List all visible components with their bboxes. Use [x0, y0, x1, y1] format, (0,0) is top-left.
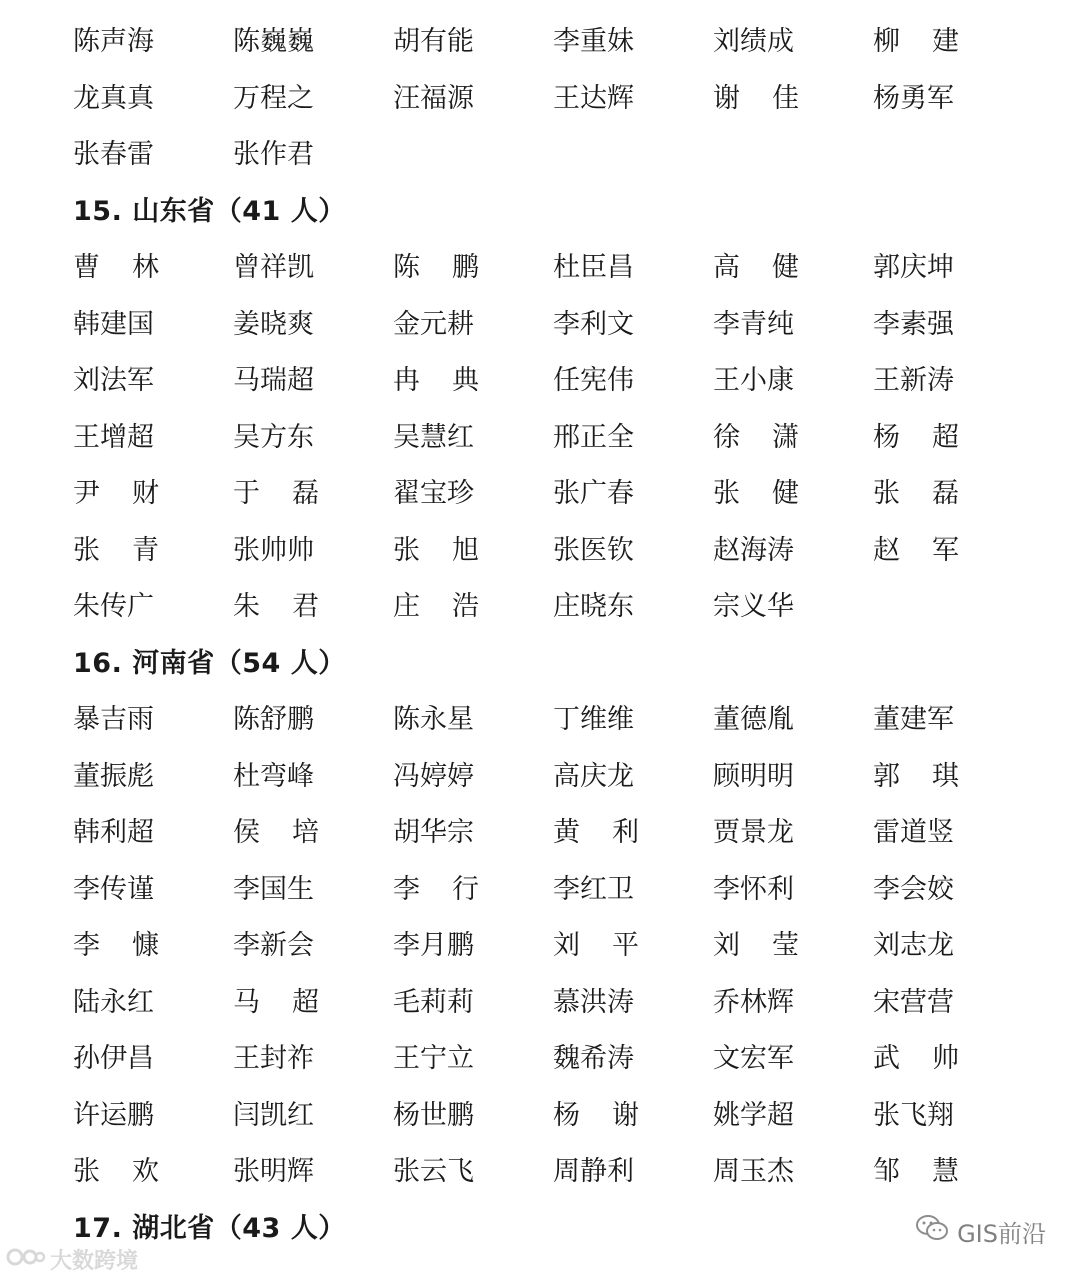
name-entry: 姜晓爽 [233, 308, 314, 340]
name-entry: 李红卫 [553, 873, 634, 905]
name-entry: 陈巍巍 [233, 26, 314, 57]
name-entry: 冯婷婷 [393, 760, 474, 792]
name-entry: 张帅帅 [233, 534, 314, 566]
name-entry: 高 健 [713, 252, 799, 283]
name-entry: 张明辉 [233, 1156, 314, 1187]
section-heading: 17. 湖北省（43 人） [73, 1212, 346, 1244]
name-entry: 王达辉 [553, 82, 634, 114]
name-entry: 张飞翔 [873, 1099, 954, 1131]
name-entry: 李 慷 [73, 930, 159, 961]
name-entry: 董振彪 [73, 760, 154, 792]
name-entry: 吴慧红 [393, 421, 474, 453]
name-entry: 丁维维 [553, 704, 634, 735]
name-entry: 宗义华 [713, 591, 794, 622]
name-row [0, 127, 1080, 184]
name-row [0, 692, 1080, 749]
name-entry: 韩利超 [73, 817, 154, 848]
name-entry: 马 超 [233, 986, 319, 1018]
name-row [0, 240, 1080, 297]
name-entry: 翟宝珍 [393, 478, 474, 509]
name-entry: 郭 琪 [873, 760, 959, 792]
name-entry: 董德胤 [713, 704, 794, 735]
brand-watermark [6, 1244, 138, 1275]
name-entry: 郭庆坤 [873, 252, 954, 283]
wechat-icon [915, 1213, 949, 1249]
name-entry: 徐 潇 [713, 421, 799, 453]
name-entry: 邢正全 [553, 421, 634, 453]
wechat-watermark [915, 1213, 1046, 1249]
name-row [0, 749, 1080, 806]
name-entry: 胡有能 [393, 26, 474, 57]
name-entry: 曾祥凯 [233, 252, 314, 283]
name-list-page [0, 14, 1080, 1257]
name-entry: 张春雷 [73, 139, 154, 170]
name-entry: 庄 浩 [393, 591, 479, 622]
name-entry: 杨勇军 [873, 82, 954, 114]
name-entry: 吴方东 [233, 421, 314, 453]
name-entry: 毛莉莉 [393, 986, 474, 1018]
name-row [0, 14, 1080, 71]
section-heading: 16. 河南省（54 人） [73, 647, 346, 679]
name-entry: 陈永星 [393, 704, 474, 735]
name-row [0, 523, 1080, 580]
name-entry: 陆永红 [73, 986, 154, 1018]
brand-logo-icon [6, 1245, 46, 1275]
name-entry: 邹 慧 [873, 1156, 959, 1187]
name-entry: 于 磊 [233, 478, 319, 509]
name-entry: 朱 君 [233, 591, 319, 622]
name-row [0, 71, 1080, 128]
name-entry: 许运鹏 [73, 1099, 154, 1131]
name-entry: 张 青 [73, 534, 159, 566]
name-entry: 王新涛 [873, 365, 954, 396]
name-entry: 张 欢 [73, 1156, 159, 1187]
name-row [0, 862, 1080, 919]
name-entry: 雷道竖 [873, 817, 954, 848]
name-entry: 顾明明 [713, 760, 794, 792]
name-row [0, 975, 1080, 1032]
name-entry: 刘 平 [553, 930, 639, 961]
name-entry: 张作君 [233, 139, 314, 170]
name-entry: 暴吉雨 [73, 704, 154, 735]
name-entry: 周静利 [553, 1156, 634, 1187]
name-entry: 李国生 [233, 873, 314, 905]
name-entry: 张云飞 [393, 1156, 474, 1187]
name-entry: 侯 培 [233, 817, 319, 848]
name-entry: 李素强 [873, 308, 954, 340]
name-entry: 李会姣 [873, 873, 954, 905]
name-entry: 马瑞超 [233, 365, 314, 396]
name-entry: 董建军 [873, 704, 954, 735]
name-row [0, 410, 1080, 467]
name-entry: 魏希涛 [553, 1043, 634, 1074]
name-entry: 宋营营 [873, 986, 954, 1018]
name-entry: 慕洪涛 [553, 986, 634, 1018]
name-entry: 文宏军 [713, 1043, 794, 1074]
name-entry: 王增超 [73, 421, 154, 453]
name-row [0, 805, 1080, 862]
name-entry: 武 帅 [873, 1043, 959, 1074]
name-entry: 李 行 [393, 873, 479, 905]
name-entry: 尹 财 [73, 478, 159, 509]
name-row [0, 579, 1080, 636]
name-entry: 朱传广 [73, 591, 154, 622]
name-entry: 李月鹏 [393, 930, 474, 961]
name-entry: 王封祚 [233, 1043, 314, 1074]
name-entry: 冉 典 [393, 365, 479, 396]
brand-watermark-text: 大数跨境 [50, 1249, 139, 1274]
name-entry: 陈舒鹏 [233, 704, 314, 735]
name-entry: 孙伊昌 [73, 1043, 154, 1074]
name-entry: 杜弯峰 [233, 760, 314, 792]
name-row [0, 466, 1080, 523]
name-entry: 陈 鹏 [393, 252, 479, 283]
name-entry: 李怀利 [713, 873, 794, 905]
name-entry: 闫凯红 [233, 1099, 314, 1131]
name-row [0, 918, 1080, 975]
name-entry: 李传谨 [73, 873, 154, 905]
name-entry: 杨世鹏 [393, 1099, 474, 1131]
name-row [0, 297, 1080, 354]
name-entry: 杜臣昌 [553, 252, 634, 283]
name-row [0, 353, 1080, 410]
name-row [0, 1088, 1080, 1145]
name-entry: 曹 林 [73, 252, 159, 283]
name-entry: 刘 莹 [713, 930, 799, 961]
name-entry: 胡华宗 [393, 817, 474, 848]
name-entry: 赵海涛 [713, 534, 794, 566]
name-entry: 龙真真 [73, 82, 154, 114]
name-entry: 李新会 [233, 930, 314, 961]
name-entry: 韩建国 [73, 308, 154, 340]
name-entry: 张 磊 [873, 478, 959, 509]
name-entry: 万程之 [233, 82, 314, 114]
name-entry: 李利文 [553, 308, 634, 340]
name-row [0, 1144, 1080, 1201]
name-entry: 李重妹 [553, 26, 634, 57]
name-entry: 刘志龙 [873, 930, 954, 961]
section-heading: 15. 山东省（41 人） [73, 195, 346, 227]
name-entry: 刘绩成 [713, 26, 794, 57]
name-entry: 高庆龙 [553, 760, 634, 792]
name-entry: 柳 建 [873, 26, 959, 57]
name-entry: 谢 佳 [713, 82, 799, 114]
name-entry: 张 健 [713, 478, 799, 509]
name-entry: 张医钦 [553, 534, 634, 566]
name-entry: 黄 利 [553, 817, 639, 848]
name-entry: 王小康 [713, 365, 794, 396]
name-entry: 赵 军 [873, 534, 959, 566]
name-entry: 杨 超 [873, 421, 959, 453]
name-row [0, 1031, 1080, 1088]
name-entry: 贾景龙 [713, 817, 794, 848]
name-entry: 金元耕 [393, 308, 474, 340]
name-entry: 陈声海 [73, 26, 154, 57]
name-entry: 庄晓东 [553, 591, 634, 622]
name-entry: 任宪伟 [553, 365, 634, 396]
name-entry: 刘法军 [73, 365, 154, 396]
name-entry: 汪福源 [393, 82, 474, 114]
name-entry: 姚学超 [713, 1099, 794, 1131]
name-entry: 周玉杰 [713, 1156, 794, 1187]
name-entry: 乔林辉 [713, 986, 794, 1018]
name-entry: 王宁立 [393, 1043, 474, 1074]
name-entry: 张 旭 [393, 534, 479, 566]
name-entry: 李青纯 [713, 308, 794, 340]
name-entry: 张广春 [553, 478, 634, 509]
wechat-watermark-text: GIS前沿 [957, 1219, 1046, 1248]
name-entry: 杨 谢 [553, 1099, 639, 1131]
